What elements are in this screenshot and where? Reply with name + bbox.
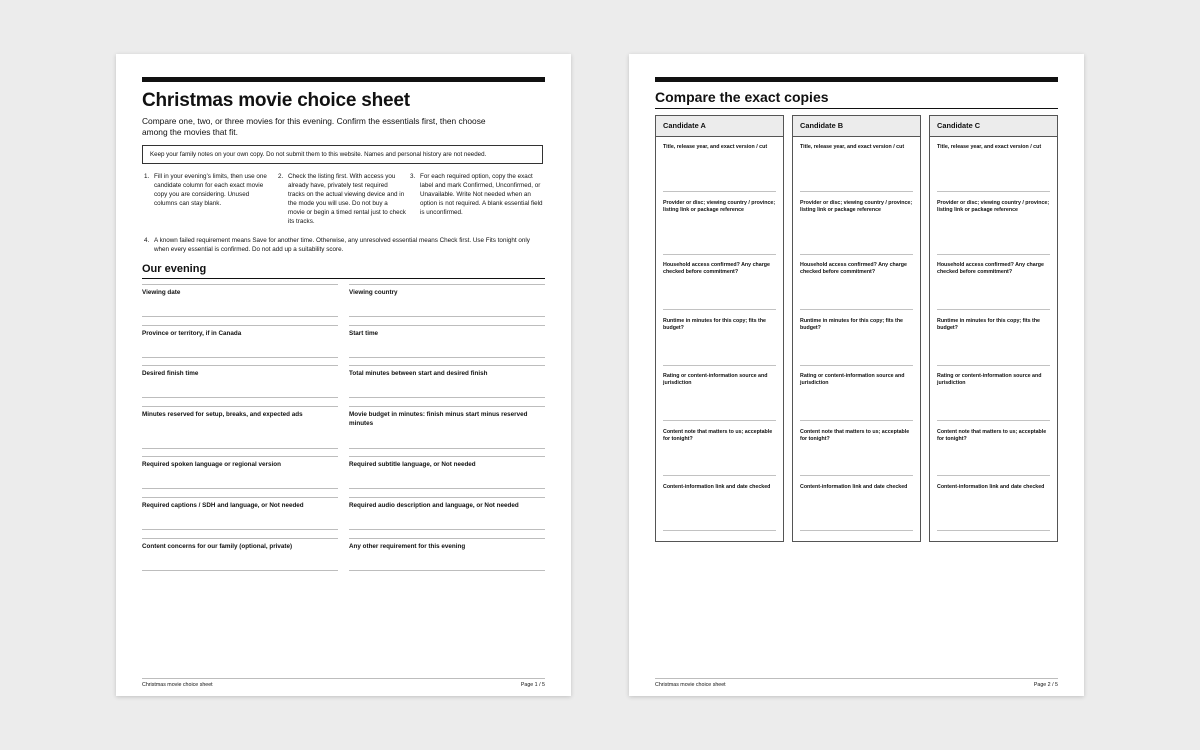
answer-write-line[interactable] — [663, 254, 776, 255]
field-divider — [349, 456, 545, 457]
page-2 — [629, 54, 1084, 696]
candidate-question: Content-information link and date checked — [937, 484, 1045, 490]
page-title: Compare the exact copies — [655, 89, 829, 105]
field-divider — [142, 538, 338, 539]
answer-write-line[interactable] — [937, 530, 1050, 531]
evening-field — [142, 284, 338, 316]
field-label: Viewing date — [142, 289, 181, 296]
field-label: Any other requirement for this evening — [349, 543, 466, 550]
answer-write-line[interactable] — [800, 530, 913, 531]
section-title: Our evening — [142, 263, 207, 275]
title-underline — [655, 108, 1058, 109]
field-label: Desired finish time — [142, 370, 199, 377]
field-write-line[interactable] — [142, 357, 338, 358]
intro-text: Compare one, two, or three movies for this evening. Confirm the essentials first, then choose among the movies that fit. — [142, 116, 486, 137]
field-label: Province or territory, if in Canada — [142, 330, 242, 337]
answer-write-line[interactable] — [800, 365, 913, 366]
field-write-line[interactable] — [142, 570, 338, 571]
field-divider — [349, 325, 545, 326]
evening-field — [349, 325, 545, 357]
candidate-question: Runtime in minutes for this copy; fits the budget? — [663, 318, 766, 331]
evening-field — [349, 406, 545, 448]
field-divider — [349, 497, 545, 498]
candidate-question: Rating or content-information source and jurisdiction — [800, 373, 905, 386]
candidate-header: Candidate C — [930, 116, 1057, 137]
candidate-question: Runtime in minutes for this copy; fits the budget? — [937, 318, 1040, 331]
answer-write-line[interactable] — [800, 475, 913, 476]
footer-rule — [655, 678, 1058, 679]
answer-write-line[interactable] — [800, 420, 913, 421]
answer-write-line[interactable] — [663, 309, 776, 310]
answer-write-line[interactable] — [800, 309, 913, 310]
instruction-step-1: 1. Fill in your evening’s limits, then use one candidate column for each exact movie copy you are considering. Unused columns can stay blank. — [144, 173, 267, 207]
field-divider — [349, 406, 545, 407]
title-rule — [655, 77, 1058, 82]
candidate-question: Household access confirmed? Any charge checked before commitment? — [663, 262, 770, 275]
field-label: Minutes reserved for setup, breaks, and expected ads — [142, 411, 303, 418]
candidate-question: Runtime in minutes for this copy; fits the budget? — [800, 318, 903, 331]
field-label: Content concerns for our family (optional, private) — [142, 543, 293, 550]
candidate-question: Provider or disc; viewing country / province; listing link or package reference — [663, 200, 776, 213]
field-write-line[interactable] — [142, 488, 338, 489]
evening-field — [142, 365, 338, 397]
field-write-line[interactable] — [349, 570, 545, 571]
field-label: Required captions / SDH and language, or Not needed — [142, 502, 304, 509]
answer-write-line[interactable] — [937, 475, 1050, 476]
instruction-step-3: 3. For each required option, copy the exact label and mark Confirmed, Unconfirmed, or Unavailable. Write Not needed when an option is not required. A blank essential field is unconfirmed. — [410, 173, 543, 216]
answer-write-line[interactable] — [663, 191, 776, 192]
evening-field — [349, 365, 545, 397]
answer-write-line[interactable] — [663, 420, 776, 421]
candidate-question: Household access confirmed? Any charge checked before commitment? — [800, 262, 907, 275]
evening-field — [349, 497, 545, 529]
field-write-line[interactable] — [349, 357, 545, 358]
answer-write-line[interactable] — [800, 191, 913, 192]
footer-rule — [142, 678, 545, 679]
page-title: Christmas movie choice sheet — [142, 90, 410, 111]
candidate-question: Rating or content-information source and jurisdiction — [663, 373, 768, 386]
page-1 — [116, 54, 571, 696]
answer-write-line[interactable] — [937, 191, 1050, 192]
evening-field — [142, 406, 338, 448]
field-label: Viewing country — [349, 289, 398, 296]
candidate-column — [655, 115, 784, 542]
field-divider — [349, 284, 545, 285]
field-write-line[interactable] — [142, 448, 338, 449]
field-label: Movie budget in minutes: finish minus start minus reserved minutes — [349, 411, 528, 427]
answer-write-line[interactable] — [937, 309, 1050, 310]
field-divider — [349, 538, 545, 539]
instruction-step-4: 4. A known failed requirement means Save for another time. Otherwise, any unresolved essential means Check first. Use Fits tonight only when every essential is confirmed. Do not add up a suitability score. — [144, 237, 530, 253]
field-divider — [142, 497, 338, 498]
field-label: Total minutes between start and desired finish — [349, 370, 488, 377]
candidate-question: Rating or content-information source and jurisdiction — [937, 373, 1042, 386]
evening-field — [349, 456, 545, 488]
answer-write-line[interactable] — [937, 420, 1050, 421]
field-write-line[interactable] — [349, 529, 545, 530]
answer-write-line[interactable] — [663, 530, 776, 531]
candidate-question: Title, release year, and exact version / cut — [937, 144, 1042, 150]
answer-write-line[interactable] — [663, 365, 776, 366]
candidate-question: Content-information link and date checked — [663, 484, 771, 490]
section-rule — [142, 278, 545, 279]
title-rule — [142, 77, 545, 82]
evening-field — [349, 284, 545, 316]
answer-write-line[interactable] — [663, 475, 776, 476]
evening-field — [142, 456, 338, 488]
field-divider — [349, 365, 545, 366]
page-number: Page 1 / 5 — [520, 682, 545, 688]
answer-write-line[interactable] — [937, 254, 1050, 255]
instruction-step-2: 2. Check the listing first. With access you already have, privately test required tracks on the actual viewing device and in the mode you will use. Do not buy a movie or begin a timed rental just to check its tracks. — [278, 173, 406, 225]
footer-title: Christmas movie choice sheet — [655, 682, 726, 688]
field-divider — [142, 406, 338, 407]
candidate-question: Provider or disc; viewing country / province; listing link or package reference — [937, 200, 1050, 213]
field-label: Required audio description and language, or Not needed — [349, 502, 519, 509]
candidate-question: Title, release year, and exact version / cut — [663, 144, 768, 150]
candidate-column — [929, 115, 1058, 542]
field-label: Required spoken language or regional version — [142, 461, 281, 468]
candidate-question: Content note that matters to us; acceptable for tonight? — [937, 429, 1047, 442]
answer-write-line[interactable] — [800, 254, 913, 255]
field-write-line[interactable] — [349, 316, 545, 317]
evening-field — [142, 497, 338, 529]
field-divider — [142, 365, 338, 366]
candidate-question: Household access confirmed? Any charge checked before commitment? — [937, 262, 1044, 275]
field-label: Start time — [349, 330, 379, 337]
page-number: Page 2 / 5 — [1033, 682, 1058, 688]
privacy-notice: Keep your family notes on your own copy. Do not submit them to this website. Names and personal history are not needed. — [142, 145, 543, 164]
field-label: Required subtitle language, or Not needed — [349, 461, 476, 468]
evening-field — [142, 325, 338, 357]
answer-write-line[interactable] — [937, 365, 1050, 366]
field-divider — [142, 325, 338, 326]
candidate-question: Content note that matters to us; acceptable for tonight? — [800, 429, 910, 442]
field-write-line[interactable] — [349, 488, 545, 489]
candidate-question: Content-information link and date checked — [800, 484, 908, 490]
field-divider — [142, 284, 338, 285]
field-write-line[interactable] — [349, 448, 545, 449]
candidate-question: Provider or disc; viewing country / province; listing link or package reference — [800, 200, 913, 213]
candidate-question: Title, release year, and exact version / cut — [800, 144, 905, 150]
candidate-column — [792, 115, 921, 542]
field-write-line[interactable] — [142, 397, 338, 398]
evening-field — [142, 538, 338, 570]
field-write-line[interactable] — [142, 529, 338, 530]
candidate-question: Content note that matters to us; acceptable for tonight? — [663, 429, 773, 442]
field-divider — [142, 456, 338, 457]
candidate-header: Candidate A — [656, 116, 783, 137]
candidate-header: Candidate B — [793, 116, 920, 137]
footer-title: Christmas movie choice sheet — [142, 682, 213, 688]
evening-field — [349, 538, 545, 570]
field-write-line[interactable] — [349, 397, 545, 398]
field-write-line[interactable] — [142, 316, 338, 317]
